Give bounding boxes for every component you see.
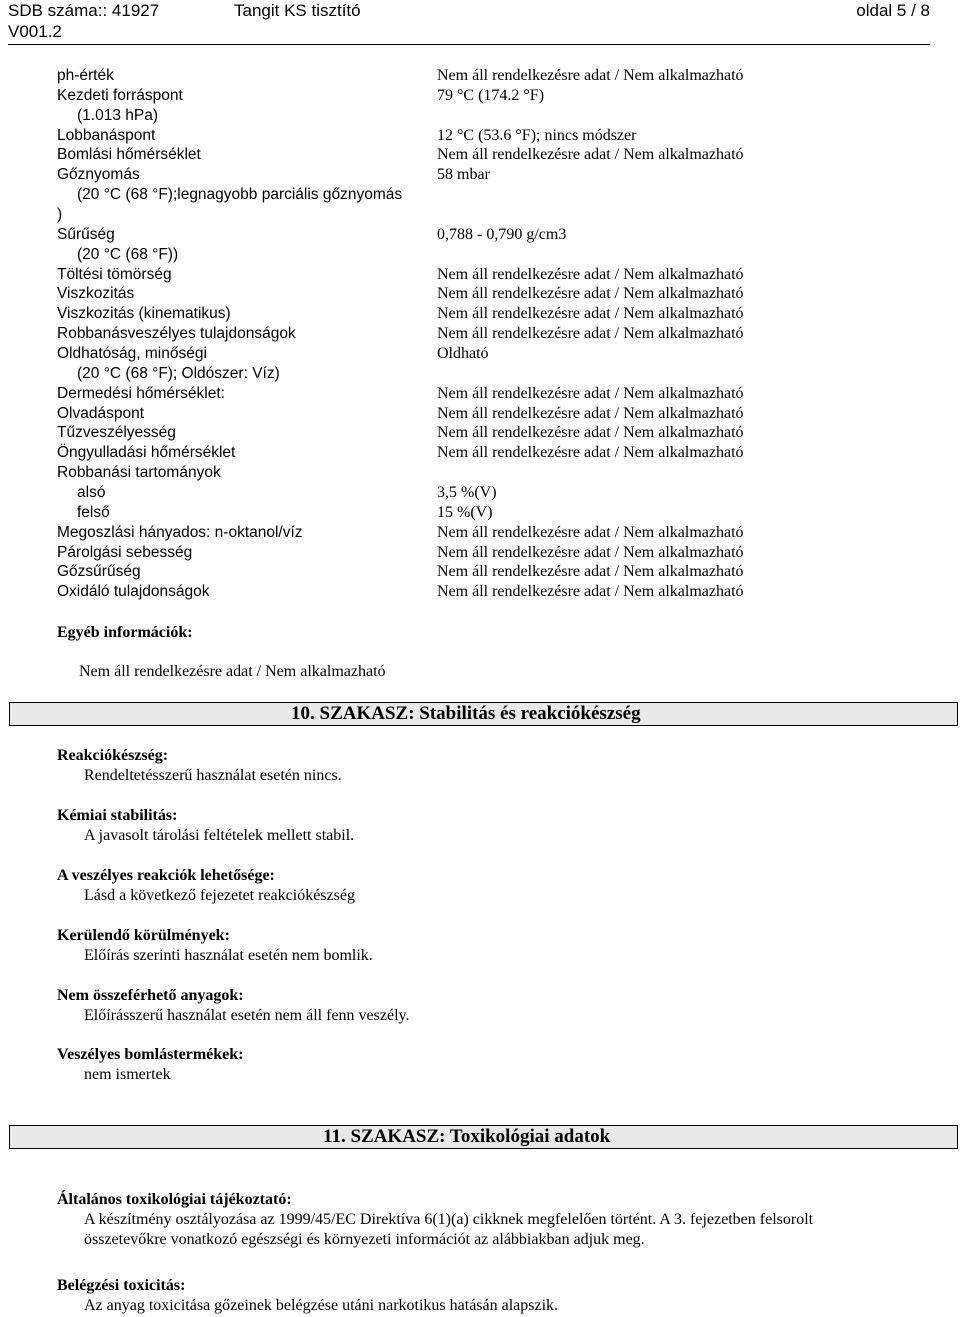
page-number: oldal 5 / 8 [856,1,930,20]
version: V001.2 [8,22,62,41]
section-10-title: 10. SZAKASZ: Stabilitás és reakciókészség [291,703,641,724]
property-label: felső [77,503,110,521]
property-row [57,185,937,205]
property-row [57,265,937,285]
chemical-stability-text: A javasolt tárolási feltételek mellett stabil. [84,827,355,844]
reactivity-heading: Reakciókészség: [57,747,169,764]
property-value: Nem áll rendelkezésre adat / Nem alkalmazható [437,384,744,402]
decomposition-products-text: nem ismertek [84,1066,171,1083]
property-label: Gőzsűrűség [57,563,141,581]
property-label: Robbanási tartományok [57,464,221,482]
property-value: Nem áll rendelkezésre adat / Nem alkalmazható [437,444,744,462]
property-row [57,145,937,165]
property-label: Robbanásveszélyes tulajdonságok [57,325,296,343]
property-row [57,245,937,265]
property-label: Olvadáspont [57,404,145,422]
general-toxicology-heading: Általános toxikológiai tájékoztató: [57,1191,292,1208]
property-value: Nem áll rendelkezésre adat / Nem alkalmazható [437,424,744,442]
decomposition-products-heading: Veszélyes bomlástermékek: [57,1046,244,1063]
property-label: Gőznyomás [57,166,140,184]
property-row [57,483,937,503]
property-label: alsó [77,484,106,502]
property-label: Töltési tömörség [57,265,172,283]
incompatible-materials-heading: Nem összeférhető anyagok: [57,987,244,1004]
property-label: (1.013 hPa) [77,106,158,124]
property-label: Öngyulladási hőmérséklet [57,444,236,462]
property-row [57,126,937,146]
general-toxicology-line-2: összetevőkre vonatkozó egészségi és környezeti információt az alábbiakban adjuk meg. [84,1231,645,1248]
property-value: 58 mbar [437,166,490,184]
hazardous-reactions-heading: A veszélyes reakciók lehetősége: [57,867,275,884]
property-row [57,523,937,543]
property-row [57,225,937,245]
conditions-to-avoid-text: Előírás szerinti használat esetén nem bomlik. [84,947,373,964]
property-label: Oxidáló tulajdonságok [57,583,210,601]
property-label: Bomlási hőmérséklet [57,146,201,164]
reactivity-text: Rendeltetésszerű használat esetén nincs. [84,767,342,784]
property-value: Nem áll rendelkezésre adat / Nem alkalmazható [437,404,744,422]
hazardous-reactions-text: Lásd a következő fejezetet reakciókészség [84,887,355,904]
property-value: 3,5 %(V) [437,484,497,502]
property-label: (20 °C (68 °F); Oldószer: Víz) [77,364,280,382]
property-row [57,106,937,126]
property-label: Lobbanáspont [57,126,156,144]
property-row [57,404,937,424]
property-row [57,463,937,483]
other-info-text: Nem áll rendelkezésre adat / Nem alkalmazható [79,663,386,680]
conditions-to-avoid-heading: Kerülendő körülmények: [57,927,230,944]
property-value: Nem áll rendelkezésre adat / Nem alkalmazható [437,325,744,343]
property-row [57,86,937,106]
property-row [57,562,937,582]
property-value: 79 °C (174.2 °F) [437,86,545,104]
chemical-stability-heading: Kémiai stabilitás: [57,807,178,824]
property-value: Oldható [437,345,489,363]
property-label: Kezdeti forráspont [57,86,183,104]
property-label: (20 °C (68 °F)) [77,245,179,263]
property-row [57,582,937,602]
property-label: Dermedési hőmérséklet: [57,384,225,402]
property-value: Nem áll rendelkezésre adat / Nem alkalmazható [437,563,744,581]
page-header [8,0,930,45]
general-toxicology-line-1: A készítmény osztályozása az 1999/45/EC Direktíva 6(1)(a) cikknek megfelelően történt. A 3. fejezetben felsorolt [84,1211,814,1228]
other-info-heading: Egyéb információk: [57,624,193,641]
property-label: Oldhatóság, minőségi [57,345,207,363]
property-row [57,364,937,384]
incompatible-materials-text: Előírásszerű használat esetén nem áll fenn veszély. [84,1007,410,1024]
property-value: Nem áll rendelkezésre adat / Nem alkalmazható [437,265,744,283]
property-row [57,284,937,304]
property-label: Sűrűség [57,225,115,243]
property-value: 12 °C (53.6 °F); nincs módszer [437,126,637,144]
property-label: Viszkozitás (kinematikus) [57,305,231,323]
property-row [57,304,937,324]
property-row [57,344,937,364]
property-row [57,423,937,443]
property-label: (20 °C (68 °F);legnagyobb parciális gőznyomás [77,186,403,204]
property-value: Nem áll rendelkezésre adat / Nem alkalmazható [437,67,744,84]
property-value: Nem áll rendelkezésre adat / Nem alkalmazható [437,305,744,323]
property-row [57,384,937,404]
property-value: 15 %(V) [437,503,493,521]
property-row [57,443,937,463]
property-label: ) [57,206,63,224]
property-label: ph-érték [57,67,114,84]
property-label: Tűzveszélyesség [57,424,176,442]
section-11-title: 11. SZAKASZ: Toxikológiai adatok [323,1126,611,1147]
property-value: Nem áll rendelkezésre adat / Nem alkalmazható [437,583,744,601]
sdb-number: SDB száma:: 41927 [8,1,160,20]
property-row [57,324,937,344]
property-label: Párolgási sebesség [57,543,193,561]
property-value: Nem áll rendelkezésre adat / Nem alkalmazható [437,523,744,541]
property-label: Megoszlási hányados: n-oktanol/víz [57,523,303,541]
property-row [57,165,937,185]
product-name: Tangit KS tisztító [234,1,361,20]
property-value: Nem áll rendelkezésre adat / Nem alkalmazható [437,543,744,561]
property-value: 0,788 - 0,790 g/cm3 [437,225,567,243]
property-value: Nem áll rendelkezésre adat / Nem alkalmazható [437,146,744,164]
properties-table [57,66,937,602]
property-row [57,66,937,86]
property-row [57,543,937,563]
property-row [57,205,937,225]
inhalation-toxicity-heading: Belégzési toxicitás: [57,1277,186,1294]
property-value: Nem áll rendelkezésre adat / Nem alkalmazható [437,285,744,303]
property-row [57,503,937,523]
property-label: Viszkozitás [57,285,135,303]
inhalation-toxicity-text: Az anyag toxicitása gőzeinek belégzése utáni narkotikus hatásán alapszik. [84,1297,559,1314]
